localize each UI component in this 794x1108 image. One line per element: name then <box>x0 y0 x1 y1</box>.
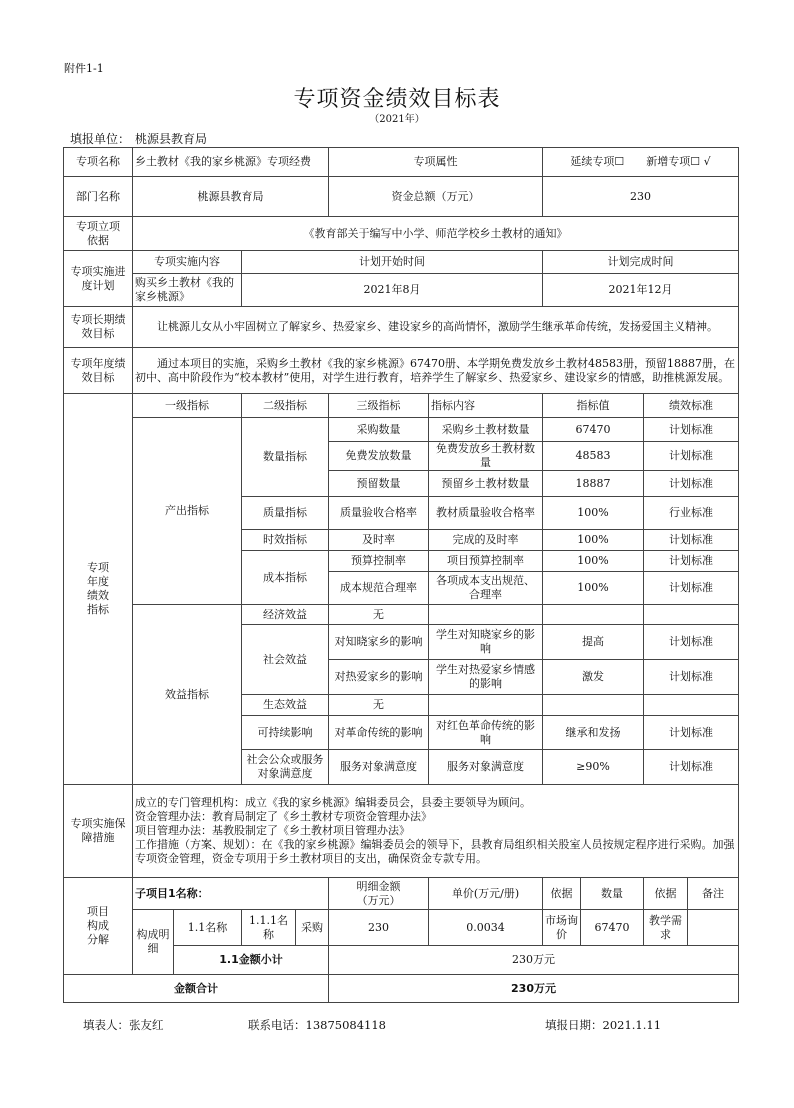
level3-indicator: 采购数量 <box>329 418 429 442</box>
indicator-content <box>429 695 543 716</box>
basis-header: 依据 <box>543 878 581 910</box>
header-value: 指标值 <box>543 394 644 418</box>
plan-content: 购买乡土教材《我的家乡桃源》 <box>133 274 242 307</box>
performance-table <box>63 147 739 1003</box>
level2-indicator: 经济效益 <box>242 605 329 625</box>
fill-date: 填报日期：2021.1.11 <box>545 1018 662 1032</box>
level3-indicator: 免费发放数量 <box>329 442 429 471</box>
unit-value: 桃源县教育局 <box>135 132 208 146</box>
performance-standard: 计划标准 <box>644 716 739 750</box>
performance-standard: 计划标准 <box>644 660 739 695</box>
indicator-content: 学生对热爱家乡情感的影响 <box>429 660 543 695</box>
breakdown-label: 项目构成分解 <box>64 878 133 975</box>
item-quantity: 67470 <box>581 910 644 946</box>
item-price: 0.0034 <box>429 910 543 946</box>
level3-indicator: 服务对象满意度 <box>329 750 429 785</box>
year-label: （2021年） <box>369 114 425 125</box>
level3-indicator: 无 <box>329 695 429 716</box>
plan-content-header: 专项实施内容 <box>133 251 242 274</box>
level3-indicator: 预算控制率 <box>329 551 429 572</box>
amount-header: 明细金额（万元） <box>329 878 429 910</box>
performance-standard: 计划标准 <box>644 530 739 551</box>
level3-indicator: 质量验收合格率 <box>329 497 429 530</box>
level1-indicator: 产出指标 <box>133 418 242 605</box>
annual-goal: 通过本项目的实施，采购乡土教材《我的家乡桃源》67470册、本学期免费发放乡土教材48583册，预留18887册，在初中、高中阶段作为“校本教材”使用，对学生进行教育，培养学生了解家乡、热爱家乡、建设家乡的情感，助推桃源发展。 <box>133 348 739 394</box>
total-value: 230万元 <box>329 975 739 1003</box>
indicator-value: 67470 <box>543 418 644 442</box>
item-note <box>688 910 739 946</box>
indicator-content: 预留乡土教材数量 <box>429 471 543 497</box>
level3-indicator: 预留数量 <box>329 471 429 497</box>
attr-label: 专项属性 <box>329 148 543 177</box>
indicator-value: ≥90% <box>543 750 644 785</box>
plan-label: 专项实施进度计划 <box>64 251 133 307</box>
level2-indicator: 质量指标 <box>242 497 329 530</box>
performance-standard: 行业标准 <box>644 497 739 530</box>
plan-start-header: 计划开始时间 <box>242 251 543 274</box>
performance-standard <box>644 605 739 625</box>
item-amount: 230 <box>329 910 429 946</box>
level2-indicator: 可持续影响 <box>242 716 329 750</box>
filler: 填表人：张友红 <box>83 1018 164 1032</box>
indicator-content: 采购乡土教材数量 <box>429 418 543 442</box>
indicator-value: 48583 <box>543 442 644 471</box>
level1-indicator: 效益指标 <box>133 605 242 785</box>
level2-indicator: 生态效益 <box>242 695 329 716</box>
long-term-goal: 让桃源儿女从小牢固树立了解家乡、热爱家乡、建设家乡的高尚情怀，激励学生继承革命传统，发扬爱国主义精神。 <box>133 307 739 348</box>
total-label: 金额合计 <box>64 975 329 1003</box>
indicator-content: 各项成本支出规范、合理率 <box>429 572 543 605</box>
indicator-value <box>543 605 644 625</box>
indicator-value: 继承和发扬 <box>543 716 644 750</box>
basis-header-2: 依据 <box>644 878 688 910</box>
level3-indicator: 及时率 <box>329 530 429 551</box>
indicator-value: 18887 <box>543 471 644 497</box>
item-basis-2: 教学需求 <box>644 910 688 946</box>
level2-indicator: 时效指标 <box>242 530 329 551</box>
indicator-value: 100% <box>543 497 644 530</box>
header-level2: 二级指标 <box>242 394 329 418</box>
safeguard-text <box>133 785 739 878</box>
performance-standard <box>644 695 739 716</box>
header-standard: 绩效标准 <box>644 394 739 418</box>
indicator-content: 学生对知晓家乡的影响 <box>429 625 543 660</box>
subtotal-value: 230万元 <box>329 946 739 975</box>
sub-item-name: 1.1.1名称 <box>242 910 296 946</box>
level2-indicator: 社会公众或服务对象满意度 <box>242 750 329 785</box>
detail-label: 构成明细 <box>133 910 174 975</box>
long-term-label: 专项长期绩效目标 <box>64 307 133 348</box>
indicator-row <box>64 605 739 625</box>
item-type: 采购 <box>296 910 329 946</box>
item-name: 1.1名称 <box>174 910 242 946</box>
level3-indicator: 对革命传统的影响 <box>329 716 429 750</box>
indicators-label: 专项年度绩效指标 <box>64 394 133 785</box>
fund-label: 资金总额（万元） <box>329 177 543 217</box>
note-header: 备注 <box>688 878 739 910</box>
indicator-value: 100% <box>543 551 644 572</box>
indicator-content: 对红色革命传统的影响 <box>429 716 543 750</box>
plan-start: 2021年8月 <box>242 274 543 307</box>
level3-indicator: 对知晓家乡的影响 <box>329 625 429 660</box>
level3-indicator: 成本规范合理率 <box>329 572 429 605</box>
level2-indicator: 成本指标 <box>242 551 329 605</box>
basis-value: 《教育部关于编写中小学、师范学校乡土教材的通知》 <box>133 217 739 251</box>
indicator-content: 免费发放乡土教材数量 <box>429 442 543 471</box>
header-content: 指标内容 <box>429 394 543 418</box>
plan-end: 2021年12月 <box>543 274 739 307</box>
subtotal-label: 1.1金额小计 <box>174 946 329 975</box>
indicator-value: 激发 <box>543 660 644 695</box>
indicator-content <box>429 605 543 625</box>
attachment-number: 附件1-1 <box>64 62 104 75</box>
attr-value: 延续专项☐ 新增专项☐ √ <box>543 148 739 177</box>
indicator-row <box>64 418 739 442</box>
item-basis: 市场询价 <box>543 910 581 946</box>
indicator-content: 教材质量验收合格率 <box>429 497 543 530</box>
indicator-content: 服务对象满意度 <box>429 750 543 785</box>
sub-project-name: 子项目1名称： <box>133 878 329 910</box>
header-level3: 三级指标 <box>329 394 429 418</box>
quantity-header: 数量 <box>581 878 644 910</box>
safeguard-line: 资金管理办法：教育局制定了《乡土教材专项资金管理办法》 <box>135 810 432 823</box>
unit-label: 填报单位： <box>70 132 131 146</box>
performance-standard: 计划标准 <box>644 551 739 572</box>
safeguard-label: 专项实施保障措施 <box>64 785 133 878</box>
level3-indicator: 无 <box>329 605 429 625</box>
name-label: 专项名称 <box>64 148 133 177</box>
dept-label: 部门名称 <box>64 177 133 217</box>
name-value: 乡土教材《我的家乡桃源》专项经费 <box>133 148 329 177</box>
performance-standard: 计划标准 <box>644 750 739 785</box>
indicator-value <box>543 695 644 716</box>
phone: 联系电话：13875084118 <box>248 1018 386 1032</box>
performance-standard: 计划标准 <box>644 572 739 605</box>
indicator-content: 项目预算控制率 <box>429 551 543 572</box>
annual-label: 专项年度绩效目标 <box>64 348 133 394</box>
performance-standard: 计划标准 <box>644 442 739 471</box>
safeguard-line: 工作措施（方案、规划）：在《我的家乡桃源》编辑委员会的领导下，县教育局组织相关股室人员按规定程序进行采购。加强专项资金管理，资金专项用于乡土教材项目的支出，确保资金专款专用。 <box>135 838 735 865</box>
fund-value: 230 <box>543 177 739 217</box>
price-header: 单价(万元/册) <box>429 878 543 910</box>
page-title: 专项资金绩效目标表 <box>293 87 501 112</box>
plan-end-header: 计划完成时间 <box>543 251 739 274</box>
level3-indicator: 对热爱家乡的影响 <box>329 660 429 695</box>
indicator-value: 提高 <box>543 625 644 660</box>
basis-label: 专项立项依据 <box>64 217 133 251</box>
performance-standard: 计划标准 <box>644 471 739 497</box>
indicator-value: 100% <box>543 572 644 605</box>
performance-standard: 计划标准 <box>644 418 739 442</box>
level2-indicator: 社会效益 <box>242 625 329 695</box>
indicator-content: 完成的及时率 <box>429 530 543 551</box>
level2-indicator: 数量指标 <box>242 418 329 497</box>
safeguard-line: 项目管理办法：基教股制定了《乡土教材项目管理办法》 <box>135 824 410 837</box>
performance-standard: 计划标准 <box>644 625 739 660</box>
header-level1: 一级指标 <box>133 394 242 418</box>
dept-value: 桃源县教育局 <box>133 177 329 217</box>
safeguard-line: 成立的专门管理机构：成立《我的家乡桃源》编辑委员会，县委主要领导为顾问。 <box>135 796 531 809</box>
indicator-value: 100% <box>543 530 644 551</box>
